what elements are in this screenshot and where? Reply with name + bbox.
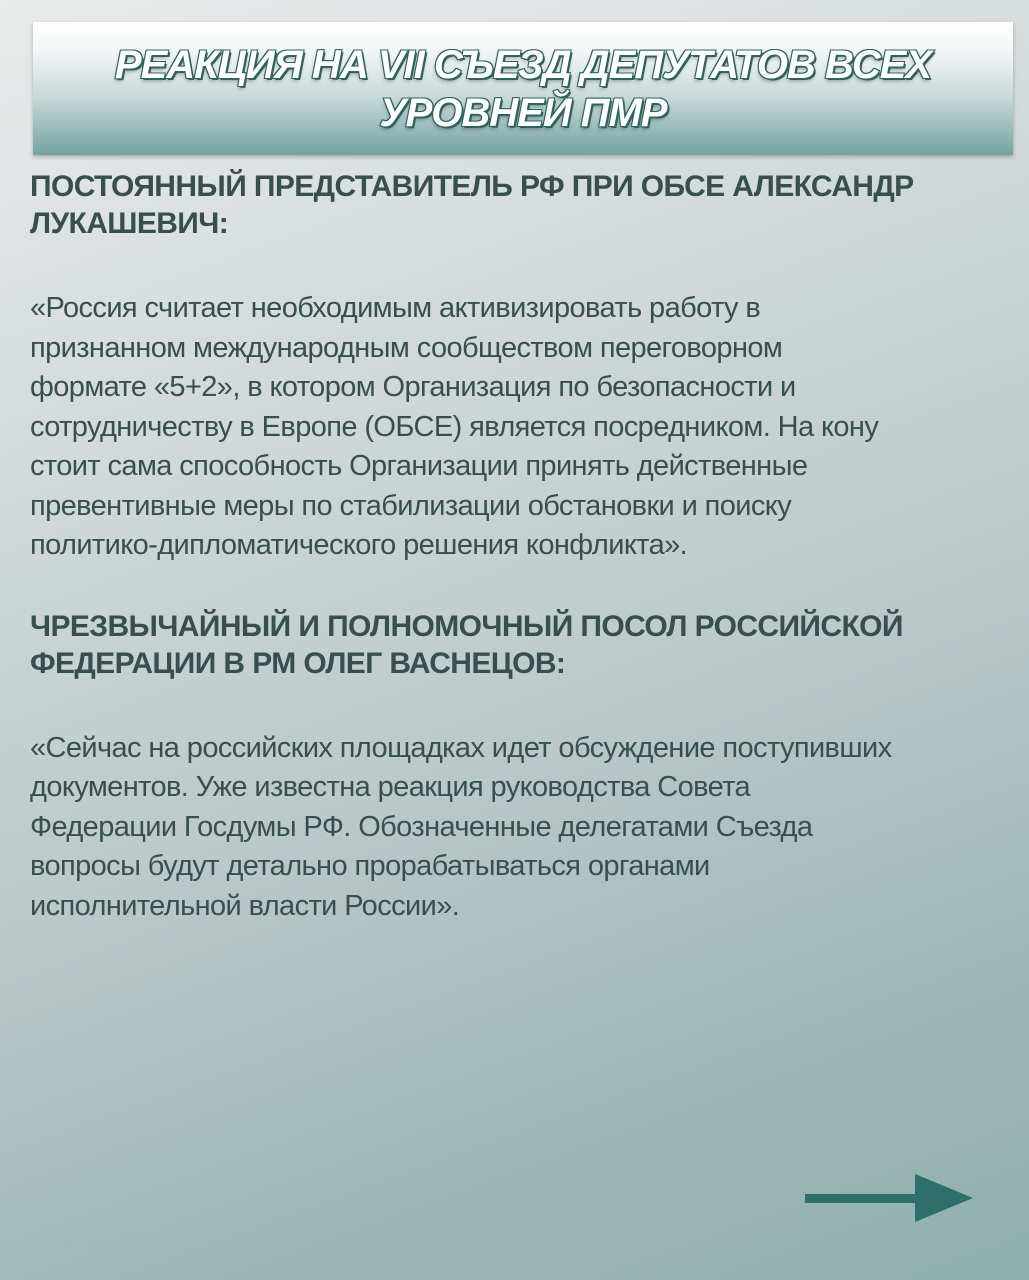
section-1-heading (30, 168, 1020, 242)
quote-line: сотрудничеству в Европе (ОБСЕ) является посредником. На кону (30, 410, 879, 443)
quote-line: признанном международным сообществом переговорном (30, 331, 783, 364)
section-1-heading-line-2: ЛУКАШЕВИЧ: (30, 207, 229, 240)
quote-line: «Россия считает необходимым активизировать работу в (30, 292, 761, 324)
quote-line: «Сейчас на российских площадках идет обсуждение поступивших (30, 731, 892, 764)
section-2-heading (30, 608, 1020, 682)
quote-line: политико-дипломатического решения конфликта». (30, 529, 688, 561)
quote-line: вопросы будут детально прорабатываться органами (30, 850, 710, 882)
title-banner (33, 22, 1013, 155)
quote-line: формате «5+2», в котором Организация по безопасности и (30, 371, 796, 403)
quote-line: стоит сама способность Организации принять действенные (30, 450, 808, 482)
section-2-quote (30, 729, 1020, 927)
site-watermark: vspmr.org (33, 1229, 133, 1254)
article-content (30, 168, 1020, 926)
arrow-right-icon[interactable] (805, 1172, 975, 1224)
quote-line: Федерации Госдумы РФ. Обозначенные делегатами Съезда (30, 810, 813, 843)
section-2-heading-line-1: ЧРЕЗВЫЧАЙНЫЙ И ПОЛНОМОЧНЫЙ ПОСОЛ РОССИЙСКОЙ (30, 609, 903, 643)
page-title-line-2: УРОВНЕЙ ПМР (379, 90, 667, 135)
page-title-line-1: РЕАКЦИЯ НА VII СЪЕЗД ДЕПУТАТОВ ВСЕХ (114, 42, 932, 87)
section-1-heading-line-1: ПОСТОЯННЫЙ ПРЕДСТАВИТЕЛЬ РФ ПРИ ОБСЕ АЛЕКСАНДР (30, 170, 914, 203)
section-2-heading-line-2: ФЕДЕРАЦИИ В РМ ОЛЕГ ВАСНЕЦОВ: (30, 646, 566, 680)
quote-line: превентивные меры по стабилизации обстановки и поиску (30, 489, 792, 522)
quote-line: исполнительной власти России». (30, 889, 460, 922)
quote-line: документов. Уже известна реакция руководства Совета (30, 771, 751, 803)
section-1-quote (30, 289, 1020, 566)
page-title (73, 41, 973, 137)
